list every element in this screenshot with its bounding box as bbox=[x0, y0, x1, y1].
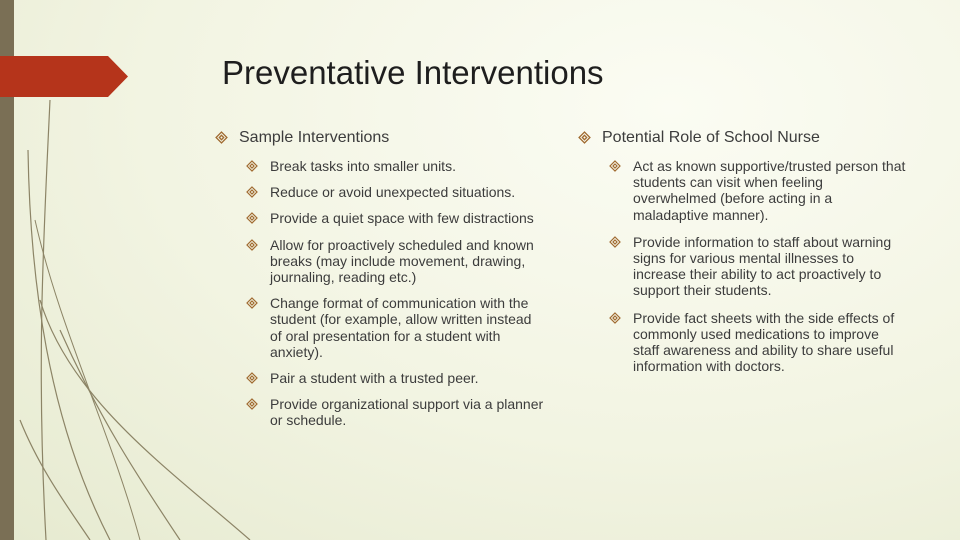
list-item-text: Allow for proactively scheduled and known breaks (may include movement, drawing, journaling, reading etc.) bbox=[270, 236, 534, 286]
list-item-text: Change format of communication with the student (for example, allow written instead of oral presentation for a student with anxiety). bbox=[270, 295, 532, 360]
diamond-bullet-icon bbox=[246, 372, 258, 384]
left-list bbox=[215, 158, 545, 429]
list-item-text: Provide a quiet space with few distractions bbox=[270, 210, 534, 227]
list-item bbox=[246, 184, 545, 200]
diamond-bullet-icon bbox=[215, 131, 228, 144]
diamond-bullet-icon bbox=[246, 297, 258, 309]
left-column bbox=[215, 128, 545, 439]
list-item-text: Pair a student with a trusted peer. bbox=[270, 370, 479, 387]
right-heading bbox=[578, 128, 908, 147]
list-item bbox=[246, 237, 545, 286]
list-item-text: Reduce or avoid unexpected situations. bbox=[270, 184, 516, 201]
diamond-bullet-icon bbox=[246, 398, 258, 410]
list-item bbox=[246, 370, 545, 386]
accent-tab bbox=[0, 56, 128, 97]
left-heading bbox=[215, 128, 545, 147]
diamond-bullet-icon bbox=[246, 239, 258, 251]
diamond-bullet-icon bbox=[609, 312, 621, 324]
right-list bbox=[578, 158, 908, 374]
right-heading-text: Potential Role of School Nurse bbox=[602, 129, 820, 146]
list-item bbox=[609, 310, 908, 375]
list-item bbox=[246, 396, 545, 428]
diamond-bullet-icon bbox=[246, 212, 258, 224]
left-heading-text: Sample Interventions bbox=[239, 129, 390, 146]
list-item bbox=[246, 295, 545, 360]
list-item bbox=[246, 158, 545, 174]
list-item-text: Provide information to staff about warning signs for various mental illnesses to increase their ability to act proactively to support their students. bbox=[633, 233, 892, 299]
list-item-text: Provide fact sheets with the side effects of commonly used medications to improve staff awareness and ability to share useful information with doctors. bbox=[633, 309, 895, 375]
diamond-bullet-icon bbox=[609, 236, 621, 248]
right-column bbox=[578, 128, 908, 385]
list-item bbox=[609, 158, 908, 223]
diamond-bullet-icon bbox=[609, 160, 621, 172]
diamond-bullet-icon bbox=[246, 186, 258, 198]
list-item-text: Act as known supportive/trusted person that students can visit when feeling overwhelmed (before acting in a maladaptive manner). bbox=[633, 158, 906, 223]
diamond-bullet-icon bbox=[578, 131, 591, 144]
list-item bbox=[609, 234, 908, 299]
list-item-text: Provide organizational support via a planner or schedule. bbox=[270, 396, 544, 429]
list-item-text: Break tasks into smaller units. bbox=[270, 158, 456, 174]
list-item bbox=[246, 210, 545, 226]
diamond-bullet-icon bbox=[246, 160, 258, 172]
slide-title: Preventative Interventions bbox=[222, 54, 604, 91]
